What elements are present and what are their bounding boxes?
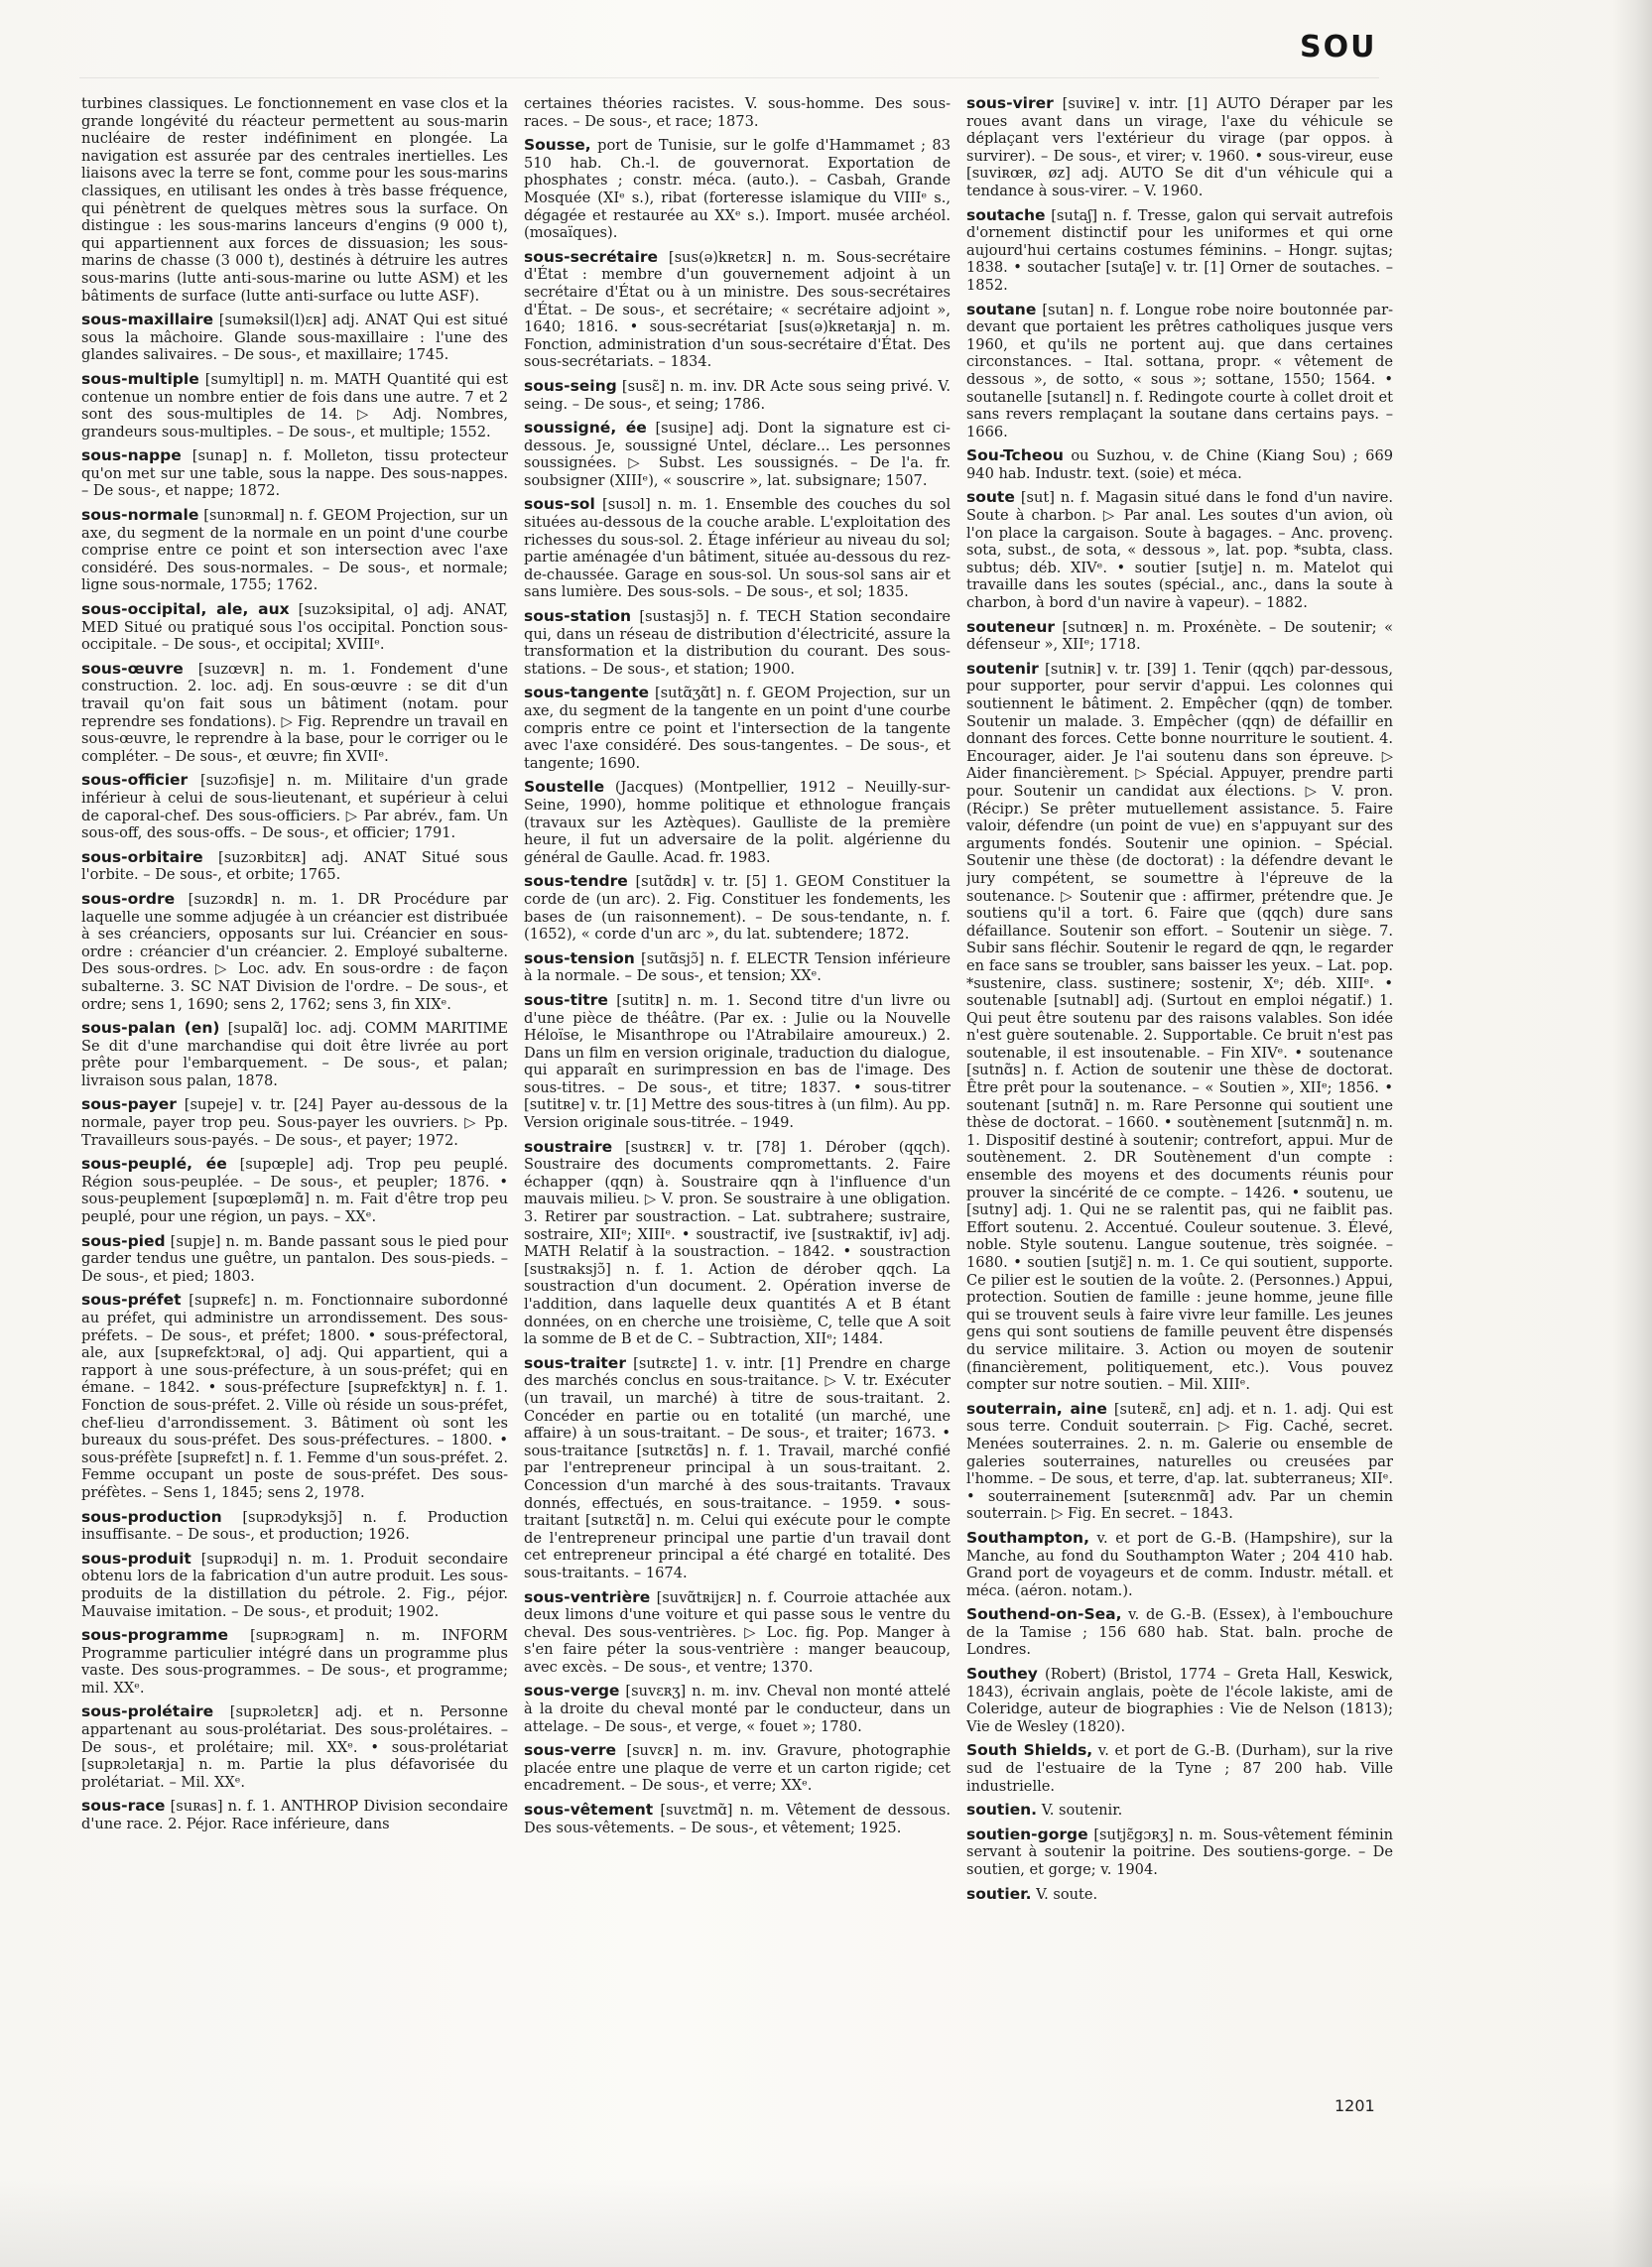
dictionary-entry <box>966 1826 1393 1879</box>
entry-headword: sous-orbitaire <box>81 847 203 866</box>
entry-headword: sous-verre <box>524 1741 616 1760</box>
entry-headword: sous-traiter <box>524 1353 626 1372</box>
dictionary-entry <box>966 1742 1393 1795</box>
entry-definition: [sutɑ̃ʒɑ̃t] n. f. GEOM Projection, sur un axe, du segment de la tangente en un point d'une courbe compris entre ce point et l'intersection de la tangente avec l'axe considéré. Des sous-tangentes. – De sous-, et tangente; 1690. <box>524 685 951 772</box>
entry-definition: [supʀɔgʀam] n. m. INFORM Programme particulier intégré dans un programme plus vaste. Des sous-programmes. – De sous-, et programme; mil. XXᵉ. <box>81 1627 508 1697</box>
entry-definition: [sutaʃ] n. f. Tresse, galon qui servait autrefois d'ornement distinctif pour les uniformes et qui orne aujourd'hui certains costumes féminins. – Hongr. sujtas; 1838. • soutacher [sutaʃe] v. tr. [1] Orner de soutaches. – 1852. <box>966 206 1393 294</box>
entry-definition: [suvɛtmɑ̃] n. m. Vêtement de dessous. Des sous-vêtements. – De sous-, et vêtement; 1925. <box>524 1802 951 1836</box>
dictionary-entry <box>81 661 508 766</box>
dictionary-entry <box>81 312 508 364</box>
entry-headword: sous-pied <box>81 1231 166 1250</box>
entry-headword: sous-payer <box>81 1095 177 1114</box>
entry-headword: sous-normale <box>81 506 199 525</box>
dictionary-entry <box>966 207 1393 295</box>
dictionary-entry <box>524 1139 951 1348</box>
entry-definition: v. et port de G.-B. (Hampshire), sur la Manche, au fond du Southampton Water ; 204 410 hab. Grand port de voyageurs et de comm. Industr. métall. et méca. (aéron. notam.). <box>966 1529 1393 1599</box>
entry-headword: Soustelle <box>524 778 605 797</box>
dictionary-entry <box>966 1886 1393 1904</box>
entry-definition: [sutɑ̃sjɔ̃] n. f. ELECTR Tension inférieure à la normale. – De sous-, et tension; XXᵉ. <box>524 949 951 985</box>
entry-definition: [sutjɛ̃gɔʀʒ] n. m. Sous-vêtement féminin servant à soutenir la poitrine. Des soutiens-gorge. – De soutien, et gorge; v. 1904. <box>966 1826 1393 1878</box>
entry-headword: Sousse, <box>524 136 591 155</box>
entry-definition: [sustʀɛʀ] v. tr. [78] 1. Dérober (qqch). Soustraire des documents compromettants. 2. Faire échapper (qqn) à. Soustraire qqn à l'influence d'un mauvais milieu. ▷ V. pron. Se soustraire à une obligation. 3. Retirer par soustraction. – Lat. subtrahere; sustraire, sostraire, XIIᵉ; XIIIᵉ. • soustractif, ive [sustʀaktif, iv] adj. MATH Relatif à la soustraction. – 1842. • soustraction [sustʀaksjɔ̃] n. f. 1. Action de dérober qqch. La soustraction d'un document. 2. Opération inverse de l'addition, dans laquelle deux quantités A et B étant données, on en cherche une troisième, C, telle que A soit la somme de B et de C. – Subtraction, XIIᵉ; 1484. <box>524 1138 951 1348</box>
entry-definition: [suzɔʀdʀ] n. m. 1. DR Procédure par laquelle une somme adjugée à un créancier est distribuée à ses créanciers, opposants sur lui. Créancier en sous-ordre : créancier d'un créancier. 2. Employé subalterne. Des sous-ordres. ▷ Loc. adv. En sous-ordre : de façon subalterne. 3. SC NAT Division de l'ordre. – De sous-, et ordre; sens 1, 1690; sens 2, 1762; sens 3, fin XIXᵉ. <box>81 890 508 1013</box>
entry-headword: sous-virer <box>966 95 1054 112</box>
entry-headword: South Shields, <box>966 1741 1093 1760</box>
dictionary-entry <box>524 1683 951 1735</box>
dictionary-entry <box>81 772 508 841</box>
dictionary-entry <box>524 249 951 371</box>
entry-headword: sous-préfet <box>81 1291 182 1310</box>
dictionary-entry <box>81 447 508 500</box>
entry-definition: certaines théories racistes. V. sous-homme. Des sous-races. – De sous-, et race; 1873. <box>524 95 951 130</box>
entry-headword: soutache <box>966 205 1046 224</box>
entry-definition: [supʀɔdyksjɔ̃] n. f. Production insuffisante. – De sous-, et production; 1926. <box>81 1508 508 1544</box>
entry-headword: soutien. <box>966 1801 1038 1820</box>
dictionary-entry <box>524 779 951 866</box>
column-2 <box>524 95 951 2079</box>
dictionary-entry <box>966 1606 1393 1659</box>
dictionary-entry <box>524 137 951 242</box>
dictionary-entry <box>81 1551 508 1620</box>
entry-headword: sous-sol <box>524 495 595 514</box>
entry-definition: [suʀas] n. f. 1. ANTHROP Division secondaire d'une race. 2. Péjor. Race inférieure, dans <box>81 1798 508 1833</box>
dictionary-entry <box>81 1020 508 1089</box>
dictionary-entry <box>81 1292 508 1501</box>
entry-definition: [sus(ə)kʀetɛʀ] n. m. Sous-secrétaire d'État : membre d'un gouvernement adjoint à un secrétaire d'État ou à un ministre. Des sous-secrétaires d'État. – De sous-, et secrétaire; « secrétaire adjoint », 1640; 1816. • sous-secrétariat [sus(ə)kʀetaʀja] n. m. Fonction, administration d'un sous-secrétaire d'État. Des sous-secrétariats. – 1834. <box>524 248 951 371</box>
entry-headword: sous-ventrière <box>524 1587 651 1606</box>
entry-definition: ou Suzhou, v. de Chine (Kiang Sou) ; 669 940 hab. Industr. text. (soie) et méca. <box>966 447 1393 482</box>
dictionary-entry <box>81 891 508 1013</box>
entry-definition: [sutitʀ] n. m. 1. Second titre d'un livre ou d'une pièce de théâtre. (Par ex. : Julie ou la Nouvelle Héloïse, le Misanthrope ou l'Atrabilaire amoureux.) 2. Dans un film en version originale, traduction du dialogue, qui apparaît en surimpression en bas de l'image. Des sous-titres. – De sous-, et titre; 1837. • sous-titrer [sutitʀe] v. tr. [1] Mettre des sous-titres à (un film). Au pp. Version originale sous-titrée. – 1949. <box>524 991 951 1132</box>
dictionary-entry <box>524 1589 951 1677</box>
dictionary-entry <box>966 447 1393 482</box>
entry-definition: [sutʀɛte] 1. v. intr. [1] Prendre en charge des marchés conclus en sous-traitance. ▷ V. tr. Exécuter (un travail, un marché) à titre de sous-traitant. 2. Concéder en partie ou en totalité (un marché, une affaire) à un sous-traitant. – De sous-, et traiter; 1673. • sous-traitance [sutʀɛtɑ̃s] n. f. 1. Travail, marché confié par l'entrepreneur principal à un sous-traitant. 2. Concession d'un marché à des sous-traitants. Travaux donnés, effectués, en sous-traitance. – 1959. • sous-traitant [sutʀɛtɑ̃] n. m. Celui qui exécute pour le compte de l'entrepreneur principal une partie d'un travail dont cet entrepreneur principal a été chargé en totalité. Des sous-traitants. – 1674. <box>524 1354 951 1581</box>
entry-headword: sous-officier <box>81 771 189 790</box>
entry-definition: [supeje] v. tr. [24] Payer au-dessous de la normale, payer trop peu. Sous-payer les ouvriers. ▷ Pp. Travailleurs sous-payés. – De sous-, et payer; 1972. <box>81 1096 508 1149</box>
entry-headword: sous-occipital, ale, aux <box>81 600 290 619</box>
entry-definition: (Robert) (Bristol, 1774 – Greta Hall, Keswick, 1843), écrivain anglais, poète de l'école lakiste, ami de Coleridge, auteur de biographies : Vie de Nelson (1813); Vie de Wesley (1820). <box>966 1666 1393 1735</box>
dictionary-entry <box>966 489 1393 611</box>
entry-headword: sous-secrétaire <box>524 247 658 266</box>
entry-definition: [sustasjɔ̃] n. f. TECH Station secondaire qui, dans un réseau de distribution d'électricité, assure la transformation et la distribution du courant. Des sous-stations. – De sous-, et station; 1900. <box>524 608 951 678</box>
entry-headword: sous-tangente <box>524 684 650 702</box>
dictionary-entry <box>81 1509 508 1544</box>
entry-headword: sous-production <box>81 1507 222 1526</box>
dictionary-entry <box>966 661 1393 1394</box>
entry-definition: [sunɔʀmal] n. f. GEOM Projection, sur un axe, du segment de la normale en un point d'une courbe comprise entre ce point et son intersection avec l'axe considéré. Des sous-normales. – De sous-, et normale; ligne sous-normale, 1755; 1762. <box>81 507 508 594</box>
entry-definition: [sut] n. f. Magasin situé dans le fond d'un navire. Soute à charbon. ▷ Par anal. Les soutes d'un avion, où l'on place la cargaison. Soute à bagages. – Anc. provenç. sota, subst., de sota, « dessous », lat. pop. *subta, class. subtus; déb. XIVᵉ. • soutier [sutje] n. m. Matelot qui travaille dans les soutes (spécial., anc., dans la soute à charbon, à bord d'un navire à vapeur). – 1882. <box>966 489 1393 612</box>
dictionary-entry <box>524 873 951 943</box>
entry-headword: sous-maxillaire <box>81 311 214 329</box>
entry-headword: soustraire <box>524 1137 613 1156</box>
entry-definition: [supʀɔdɥi] n. m. 1. Produit secondaire obtenu lors de la fabrication d'un autre produit. Les sous-produits de la distillation du pétrole. 2. Fig., péjor. Mauvaise imitation. – De sous-, et produit; 1902. <box>81 1550 508 1620</box>
dictionary-entry <box>524 496 951 601</box>
dictionary-entry <box>966 1530 1393 1599</box>
dictionary-entry <box>524 1802 951 1836</box>
entry-headword: sous-nappe <box>81 446 182 465</box>
dictionary-entry <box>966 1802 1393 1820</box>
entry-definition: [supœple] adj. Trop peu peuplé. Région sous-peuplée. – De sous-, et peupler; 1876. • sous-peuplement [supœpləmɑ̃] n. m. Fait d'être trop peu peuplé, pour une région, un pays. – XXᵉ. <box>81 1156 508 1226</box>
column-1 <box>81 95 508 2079</box>
header-rule <box>79 77 1379 78</box>
entry-headword: soussigné, ée <box>524 419 647 438</box>
entry-headword: soute <box>966 488 1015 507</box>
dictionary-entry <box>81 507 508 594</box>
entry-headword: sous-prolétaire <box>81 1702 214 1721</box>
dictionary-entry <box>81 95 508 305</box>
entry-headword: sous-œuvre <box>81 659 184 678</box>
entry-definition: [supʀefɛ] n. m. Fonctionnaire subordonné au préfet, qui administre un arrondissement. Des sous-préfets. – De sous-, et préfet; 1800. • sous-préfectoral, ale, aux [supʀefɛktɔʀal, o] adj. Qui appartient, qui a rapport à une sous-préfecture, à un sous-préfet; qui en émane. – 1842. • sous-préfecture [supʀefɛktyʀ] n. f. 1. Fonction de sous-préfet. 2. Ville où réside un sous-préfet, chef-lieu d'arrondissement. 3. Bâtiment où sont les bureaux du sous-préfet. Des sous-préfectures. – 1800. • sous-préfète [supʀefɛt] n. f. 1. Femme d'un sous-préfet. 2. Femme occupant un poste de sous-préfet. Des sous-préfètes. – Sens 1, 1845; sens 2, 1978. <box>81 1292 508 1501</box>
dictionary-entry <box>524 685 951 772</box>
entry-definition: v. de G.-B. (Essex), à l'embouchure de la Tamise ; 156 680 hab. Stat. baln. proche de Londres. <box>966 1606 1393 1659</box>
entry-definition: [sutan] n. f. Longue robe noire boutonnée par-devant que portaient les prêtres catholiques jusque vers 1960, et qu'ils ne portent auj. que dans certaines circonstances. – Ital. sottana, propr. « vêtement de dessous », de sotto, « sous »; sottane, 1550; 1564. • soutanelle [sutanɛl] n. f. Redingote courte à collet droit et sans revers remplaçant la soutane dans certains pays. – 1666. <box>966 301 1393 441</box>
entry-definition: [supalɑ̃] loc. adj. COMM MARITIME Se dit d'une marchandise qui doit être livrée au port prête pour l'embarquement. – De sous-, et palan; livraison sous palan, 1878. <box>81 1020 508 1089</box>
dictionary-entry <box>524 608 951 678</box>
entry-definition: [suzɔksipital, o] adj. ANAT, MED Situé ou pratiqué sous l'os occipital. Ponction sous-occipitale. – De sous-, et occipital; XVIIIᵉ. <box>81 601 508 654</box>
entry-definition: [sutɑ̃dʀ] v. tr. [5] 1. GEOM Constituer la corde de (un arc). 2. Fig. Constituer les fondements, les bases de (un raisonnement). – De sous-tendante, n. f. (1652), « corde d'un arc », du lat. subtendere; 1872. <box>524 873 951 944</box>
running-head: SOU <box>1300 30 1377 64</box>
entry-headword: souteneur <box>966 617 1056 636</box>
entry-headword: soutane <box>966 300 1037 318</box>
dictionary-entry <box>81 1096 508 1149</box>
dictionary-entry <box>81 601 508 654</box>
column-3 <box>966 95 1393 2079</box>
entry-definition: [sumyltipl] n. m. MATH Quantité qui est contenue un nombre entier de fois dans une autre. 7 et 2 sont des sous-multiples de 14. ▷ Adj. Nombres, grandeurs sous-multiples. – De sous-, et multiple; 1552. <box>81 370 508 441</box>
entry-headword: Southey <box>966 1665 1038 1684</box>
dictionary-entry <box>81 371 508 441</box>
dictionary-entry <box>81 1627 508 1697</box>
dictionary-entry <box>81 1798 508 1832</box>
dictionary-entry <box>524 1742 951 1795</box>
entry-headword: sous-vêtement <box>524 1801 654 1820</box>
entry-headword: sous-tendre <box>524 872 628 891</box>
entry-definition: [suvɑ̃tʀijɛʀ] n. f. Courroie attachée aux deux limons d'une voiture et qui passe sous le ventre du cheval. Des sous-ventrières. ▷ Loc. fig. Pop. Manger à s'en faire péter la sous-ventrière : manger beaucoup, avec excès. – De sous-, et ventre; 1370. <box>524 1588 951 1676</box>
entry-headword: sous-seing <box>524 376 617 395</box>
entry-headword: sous-multiple <box>81 369 199 388</box>
scan-shadow-right <box>1612 0 1652 2267</box>
entry-definition: [sutnœʀ] n. m. Proxénète. – De soutenir; « défenseur », XIIᵉ; 1718. <box>966 618 1393 654</box>
dictionary-entry <box>524 950 951 985</box>
entry-headword: sous-verge <box>524 1682 620 1700</box>
entry-headword: sous-tension <box>524 948 635 967</box>
entry-definition: (Jacques) (Montpellier, 1912 – Neuilly-sur-Seine, 1990), homme politique et ethnologue français (travaux sur les Aztèques). Gaulliste de la première heure, il fut un adversaire de la polit. algérienne du général de Gaulle. Acad. fr. 1983. <box>524 779 951 866</box>
page-number: 1201 <box>1334 2096 1375 2115</box>
entry-headword: Sou-Tcheou <box>966 446 1064 465</box>
dictionary-entry <box>966 95 1393 200</box>
entry-definition: v. et port de G.-B. (Durham), sur la rive sud de l'estuaire de la Tyne ; 87 200 hab. Ville industrielle. <box>966 1742 1393 1795</box>
entry-definition: [susɔl] n. m. 1. Ensemble des couches du sol situées au-dessous de la couche arable. L'exploitation des richesses du sous-sol. 2. Étage inférieur au niveau du sol; partie aménagée d'un bâtiment, située au-dessous du rez-de-chaussée. Garage en sous-sol. Un sous-sol sans air et sans lumière. Des sous-sols. – De sous-, et sol; 1835. <box>524 496 951 601</box>
entry-definition: [sunap] n. f. Molleton, tissu protecteur qu'on met sur une table, sous la nappe. Des sous-nappes. – De sous-, et nappe; 1872. <box>81 447 508 500</box>
entry-definition: V. soute. <box>1036 1885 1098 1903</box>
dictionary-entry <box>81 1703 508 1791</box>
entry-definition: [susɛ̃] n. m. inv. DR Acte sous seing privé. V. seing. – De sous-, et seing; 1786. <box>524 377 951 413</box>
dictionary-entry <box>966 302 1393 441</box>
entry-definition: [suzɔfisje] n. m. Militaire d'un grade inférieur à celui de sous-lieutenant, et supérieur à celui de caporal-chef. Des sous-officiers. ▷ Par abrév., fam. Un sous-off, des sous-offs. – De sous-, et officier; 1791. <box>81 772 508 842</box>
dictionary-entry <box>81 1233 508 1286</box>
entry-definition: [sutniʀ] v. tr. [39] 1. Tenir (qqch) par-dessous, pour supporter, pour servir d'appui. Les colonnes qui soutiennent le bâtiment. 2. Empêcher (qqn) de tomber. Soutenir un malade. 3. Empêcher (qqn) de défaillir en donnant des forces. Cette bonne nourriture le soutient. 4. Encourager, aider. Je l'ai soutenu dans son épreuve. ▷ Aider financièrement. ▷ Spécial. Appuyer, prendre parti pour. Soutenir un candidat aux élections. ▷ V. pron. (Récipr.) Se prêter mutuellement assistance. 5. Faire valoir, défendre (un point de vue) en s'appuyant sur des arguments fondés. Soutenir une opinion. – Spécial. Soutenir une thèse (de doctorat) : la défendre devant le jury compétent, se soumettre à l'épreuve de la soutenance. ▷ Soutenir que : affirmer, prétendre que. Je soutiens qu'il a tort. 6. Faire que (qqch) dure sans défaillance. Soutenir son effort. – Soutenir un siège. 7. Subir sans fléchir. Soutenir le regard de qqn, le regarder en face sans se troubler, sans baisser les yeux. – Lat. pop. *sustenire, class. sustinere; sostenir, Xᵉ; déb. XIIIᵉ. • soutenable [sutnabl] adj. (Surtout en emploi négatif.) 1. Qui peut être soutenu par des raisons valables. Son idée n'est guère soutenable. 2. Supportable. Ce bruit n'est pas soutenable, il est insoutenable. – Fin XIVᵉ. • soutenance [sutnɑ̃s] n. f. Action de soutenir une thèse de doctorat. Être prêt pour la soutenance. – « Soutien », XIIᵉ; 1856. • soutenant [sutnɑ̃] n. m. Rare Personne qui soutient une thèse de doctorat. – 1660. • soutènement [sutɛnmɑ̃] n. m. 1. Dispositif destiné à soutenir; contrefort, appui. Mur de soutènement. 2. DR Soutènement d'un compte : ensemble des moyens et des documents réunis pour prouver la sincérité de ce compte. – 1426. • soutenu, ue [sutny] adj. 1. Qui ne se ralentit pas, qui ne faiblit pas. Effort soutenu. 2. Accentué. Couleur soutenue. 3. Élevé, noble. Style soutenu. Langue soutenue, très soignée. – 1680. • soutien [sutjɛ̃] n. m. 1. Ce qui soutient, supporte. Ce pilier est le soutien de la voûte. 2. (Personnes.) Appui, protection. Soutien de famille : jeune homme, jeune fille qui se trouvent seuls à faire vivre leur famille. Les jeunes gens qui sont soutiens de famille peuvent être dispensés du service militaire. 3. Action ou moyen de soutenir (financièrement, politiquement, etc.). Vous pouvez compter sur notre soutien. – Mil. XIIIᵉ. <box>966 660 1393 1394</box>
dictionary-entry <box>966 1666 1393 1735</box>
dictionary-entry <box>966 619 1393 654</box>
entry-headword: souterrain, aine <box>966 1399 1107 1418</box>
dictionary-entry <box>966 1401 1393 1523</box>
entry-headword: sous-produit <box>81 1549 191 1568</box>
entry-headword: Southampton, <box>966 1528 1089 1547</box>
entry-definition: [suməksil(l)ɛʀ] adj. ANAT Qui est situé sous la mâchoire. Glande sous-maxillaire : l'une des glandes salivaires. – De sous-, et maxillaire; 1745. <box>81 312 508 364</box>
entry-headword: sous-titre <box>524 990 608 1009</box>
entry-headword: soutier. <box>966 1884 1032 1903</box>
entry-headword: sous-peuplé, ée <box>81 1155 227 1174</box>
entry-definition: [suzœvʀ] n. m. 1. Fondement d'une construction. 2. loc. adj. En sous-œuvre : se dit d'un travail qu'on fait sous un bâtiment (notam. pour reprendre ses fondations). ▷ Fig. Reprendre un travail en sous-œuvre, le reprendre à la base, pour le corriger ou le compléter. – De sous-, et œuvre; fin XVIIᵉ. <box>81 660 508 765</box>
entry-definition: [suvɛʀʒ] n. m. inv. Cheval non monté attelé à la droite du cheval monté par le conducteur, dans un attelage. – De sous-, et verge, « fouet »; 1780. <box>524 1683 951 1735</box>
entry-headword: sous-palan (en) <box>81 1019 220 1038</box>
entry-definition: [supje] n. m. Bande passant sous le pied pour garder tendus une guêtre, un pantalon. Des sous-pieds. – De sous-, et pied; 1803. <box>81 1232 508 1285</box>
dictionary-entry <box>524 378 951 413</box>
dictionary-entry <box>524 420 951 489</box>
entry-headword: sous-ordre <box>81 889 176 908</box>
dictionary-entry <box>524 992 951 1132</box>
dictionary-entry <box>524 95 951 130</box>
entry-definition: [suviʀe] v. intr. [1] AUTO Déraper par les roues avant dans un virage, l'axe du véhicule se déplaçant vers l'extérieur du virage (par oppos. à survirer). – De sous-, et virer; v. 1960. • sous-vireur, euse [suviʀœʀ, øz] adj. AUTO Se dit d'un véhicule qui a tendance à sous-virer. – V. 1960. <box>966 95 1393 199</box>
entry-headword: sous-race <box>81 1797 166 1816</box>
entry-definition: [suvɛʀ] n. m. inv. Gravure, photographie placée entre une plaque de verre et un carton rigide; cet encadrement. – De sous-, et verre; XXᵉ. <box>524 1742 951 1795</box>
entry-definition: turbines classiques. Le fonctionnement en vase clos et la grande longévité du réacteur permettent au sous-marin nucléaire de rester indéfiniment en plongée. La navigation est assurée par des centrales inertielles. Les liaisons avec la terre se font, comme pour les sous-marins classiques, en utilisant les ondes à très basse fréquence, qui pénètrent de quelques mètres sous la surface. On distingue : les sous-marins lanceurs d'engins (9 000 t), qui appartiennent aux forces de dissuasion; les sous-marins de chasse (3 000 t), destinés à détruire les autres sous-marins (lutte anti-sous-marine ou lutte ASM) et les bâtiments de surface (lutte anti-surface ou lutte ASF). <box>81 95 508 305</box>
entry-definition: [suzɔʀbitɛʀ] adj. ANAT Situé sous l'orbite. – De sous-, et orbite; 1765. <box>81 848 508 884</box>
entry-headword: soutenir <box>966 659 1039 678</box>
entry-definition: [susiɲe] adj. Dont la signature est ci-dessous. Je, soussigné Untel, déclare... Les personnes soussignées. ▷ Subst. Les soussignés. – De l'a. fr. soubsigner (XIIIᵉ), « souscrire », lat. subsignare; 1507. <box>524 420 951 489</box>
entry-definition: [suteʀɛ̃, ɛn] adj. et n. 1. adj. Qui est sous terre. Conduit souterrain. ▷ Fig. Caché, secret. Menées souterraines. 2. n. m. Galerie ou ensemble de galeries souterraines, naturelles ou creusées par l'homme. – De sous, et terre, d'ap. lat. subterraneus; XIIᵉ. • souterrainement [suteʀɛnmɑ̃] adv. Par un chemin souterrain. ▷ Fig. En secret. – 1843. <box>966 1400 1393 1523</box>
scan-shadow-bottom <box>0 2178 1652 2267</box>
dictionary-entry <box>81 1156 508 1225</box>
entry-headword: soutien-gorge <box>966 1825 1088 1843</box>
entry-definition: [supʀɔletɛʀ] adj. et n. Personne appartenant au sous-prolétariat. Des sous-prolétaires. – De sous-, et prolétaire; mil. XXᵉ. • sous-prolétariat [supʀɔletaʀja] n. m. Partie la plus défavorisée du prolétariat. – Mil. XXᵉ. <box>81 1703 508 1791</box>
entry-definition: port de Tunisie, sur le golfe d'Hammamet ; 83 510 hab. Ch.-l. de gouvernorat. Exportation de phosphates ; constr. méca. (auto.). – Casbah, Grande Mosquée (XIᵉ s.), ribat (forteresse islamique du VIIIᵉ s., dégagée et restaurée au XXᵉ s.). Import. musée archéol. (mosaïques). <box>524 137 951 242</box>
dictionary-entry <box>81 849 508 884</box>
entry-headword: sous-station <box>524 607 632 626</box>
entry-definition: V. soutenir. <box>1041 1802 1123 1820</box>
entry-headword: sous-programme <box>81 1626 228 1645</box>
dictionary-entry <box>524 1355 951 1582</box>
entry-headword: Southend-on-Sea, <box>966 1605 1122 1624</box>
